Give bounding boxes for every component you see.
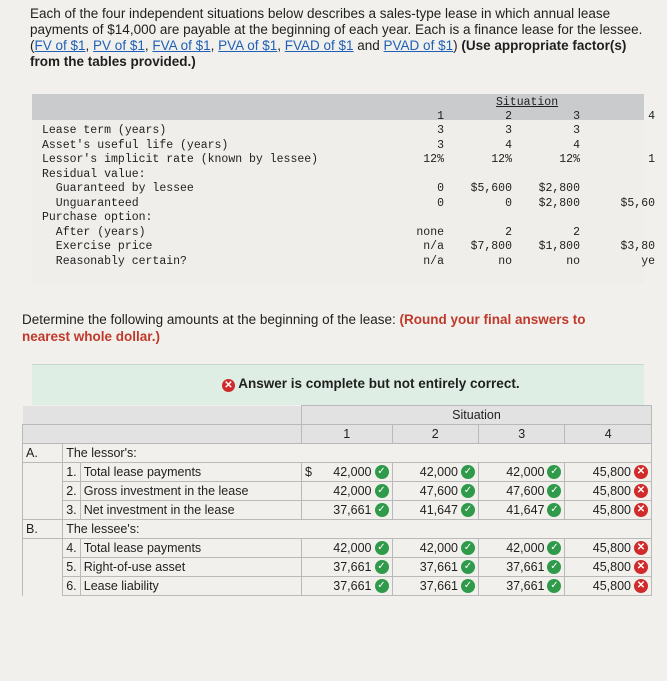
prompt-rounding-note: (Round your final answers to nearest whole dollar.): [22, 312, 586, 344]
indent-cell: [23, 482, 63, 501]
situation-cell: 2: [573, 225, 580, 239]
column-1: 1: [302, 425, 393, 444]
answer-input[interactable]: 42,000: [506, 540, 545, 555]
link-pva[interactable]: PVA of $1: [218, 38, 278, 53]
prompt-text: Determine the following amounts at the beginning of the lease:: [22, 312, 396, 327]
answer-input[interactable]: 37,661: [506, 578, 545, 593]
row-label: Net investment in the lease: [80, 501, 301, 520]
link-fv[interactable]: FV of $1: [34, 38, 86, 53]
situation-header: Situation: [496, 96, 559, 109]
answer-cell: [302, 539, 393, 558]
row-number: 1.: [63, 463, 81, 482]
situation-cell: $1,800: [538, 240, 580, 253]
correct-check-icon: ✓: [547, 560, 561, 574]
row-number: 2.: [63, 482, 81, 501]
answer-input[interactable]: 42,000: [333, 483, 372, 498]
situation-cell: 12%: [423, 153, 444, 166]
correct-check-icon: ✓: [375, 560, 389, 574]
answer-cell: [302, 501, 393, 520]
situation-row-label: After (years): [42, 225, 146, 239]
answer-cell: [565, 463, 652, 482]
situation-cell: $2,800: [538, 182, 580, 195]
answer-cell: [478, 501, 564, 520]
correct-check-icon: ✓: [461, 465, 475, 479]
correct-check-icon: ✓: [547, 541, 561, 555]
answer-input[interactable]: 42,000: [506, 464, 545, 479]
answer-cell: [565, 539, 652, 558]
section-title: The lessor's:: [63, 444, 652, 463]
answer-row: [23, 577, 652, 596]
correct-check-icon: ✓: [547, 484, 561, 498]
situation-cell: 12%: [491, 153, 512, 166]
column-2: 2: [392, 425, 478, 444]
answer-cell: [392, 577, 478, 596]
situation-row-label: Reasonably certain?: [42, 254, 187, 268]
question-prompt: [22, 311, 622, 345]
situation-cell: $7,800: [470, 240, 512, 253]
situation-row-label: Guaranteed by lessee: [42, 182, 194, 195]
column-4: 4: [565, 425, 652, 444]
correct-check-icon: ✓: [375, 503, 389, 517]
correct-check-icon: ✓: [461, 579, 475, 593]
situation-cell: $5,60: [620, 196, 655, 210]
indent-cell: [23, 463, 63, 482]
answer-cell: [478, 558, 564, 577]
answer-input[interactable]: 37,661: [506, 559, 545, 574]
answer-header-columns: [23, 425, 652, 444]
situation-row-label: Exercise price: [42, 240, 153, 253]
link-fvad[interactable]: FVAD of $1: [284, 38, 354, 53]
correct-check-icon: ✓: [461, 484, 475, 498]
situation-cell: 3: [437, 124, 444, 137]
situation-cell: 0: [437, 182, 444, 195]
situation-cell: 2: [505, 225, 512, 239]
situation-col-3: 3: [573, 110, 580, 123]
indent-cell: [23, 539, 63, 558]
answer-cell: [565, 577, 652, 596]
intro-instruction: (Use appropriate factor(s) from the tables provided.): [30, 38, 627, 69]
incorrect-x-icon: ✕: [634, 579, 648, 593]
row-label: Gross investment in the lease: [80, 482, 301, 501]
answer-input[interactable]: 37,661: [333, 502, 372, 517]
indent-cell: [23, 501, 63, 520]
situation-cell: 3: [505, 124, 512, 137]
row-number: 6.: [63, 577, 81, 596]
correct-check-icon: ✓: [375, 541, 389, 555]
problem-intro: Each of the four independent situations below describes a sales-type lease in which annual lease payments of $14,000 are payable at the beginning of each year. Each is a finance lease for the lessee. (FV of $1, PV of $1, FVA of $1, PVA of $1, FVAD of $1 and PVAD of $1) (Use appropriate factor(s) from the tables provided.): [30, 6, 643, 69]
section-letter: B.: [23, 520, 63, 539]
incorrect-x-icon: ✕: [634, 465, 648, 479]
situation-cell: 3: [573, 124, 580, 137]
correct-check-icon: ✓: [375, 579, 389, 593]
answer-input[interactable]: 42,000: [333, 540, 372, 555]
incorrect-x-icon: ✕: [634, 560, 648, 574]
answer-input[interactable]: 47,600: [506, 483, 545, 498]
section-row: [23, 444, 652, 463]
situation-cell: 4: [505, 138, 512, 152]
section-title: The lessee's:: [63, 520, 652, 539]
answer-input[interactable]: 42,000: [333, 464, 372, 479]
answer-cell: [392, 501, 478, 520]
answer-cell: [565, 501, 652, 520]
situation-cell: $5,600: [470, 182, 512, 195]
answer-row: [23, 482, 652, 501]
correct-check-icon: ✓: [461, 503, 475, 517]
answer-input[interactable]: 45,800: [592, 502, 631, 517]
situation-cell: 12%: [559, 153, 580, 166]
incorrect-icon: ✕: [222, 379, 235, 392]
answer-cell: [392, 539, 478, 558]
situation-cell: n/a: [423, 254, 444, 268]
result-banner-text: [222, 376, 520, 392]
situation-cell: $3,80: [620, 240, 655, 253]
situation-cell: 0: [505, 196, 512, 210]
correct-check-icon: ✓: [547, 503, 561, 517]
answer-cell: [302, 463, 393, 482]
answer-cell: [478, 577, 564, 596]
situation-cell: 4: [573, 138, 580, 152]
situation-cell: ye: [641, 254, 655, 268]
answer-cell: [392, 482, 478, 501]
answer-input[interactable]: 37,661: [419, 559, 458, 574]
answer-input[interactable]: 45,800: [592, 483, 631, 498]
currency-symbol: $: [305, 464, 312, 479]
incorrect-x-icon: ✕: [634, 503, 648, 517]
answer-row: [23, 558, 652, 577]
answer-cell: [302, 482, 393, 501]
row-label: Total lease payments: [80, 539, 301, 558]
answer-input[interactable]: 37,661: [419, 578, 458, 593]
answer-input[interactable]: 45,800: [592, 540, 631, 555]
answer-input[interactable]: 45,800: [592, 559, 631, 574]
answer-input[interactable]: 45,800: [592, 578, 631, 593]
link-fva[interactable]: FVA of $1: [152, 38, 211, 53]
correct-check-icon: ✓: [461, 560, 475, 574]
situation-col-4: 4: [648, 110, 655, 123]
answer-cell: [478, 482, 564, 501]
answer-header-situation: [23, 406, 652, 425]
indent-cell: [23, 558, 63, 577]
link-pvad[interactable]: PVAD of $1: [383, 38, 454, 53]
row-number: 4.: [63, 539, 81, 558]
intro-text: Each of the four independent situations below describes a sales-type lease in which annual lease payments of $14,000 are payable at the beginning of each year. Each is a finance lease for the lessee. (: [30, 6, 643, 53]
column-3: 3: [478, 425, 564, 444]
answer-input[interactable]: 41,647: [419, 502, 458, 517]
situation-cell: no: [498, 254, 512, 268]
situation-row-label: Asset's useful life (years): [42, 138, 229, 152]
answer-cell: [478, 539, 564, 558]
section-row: [23, 520, 652, 539]
situation-cell: none: [416, 225, 444, 239]
answer-input[interactable]: 45,800: [592, 464, 631, 479]
answer-cell: [478, 463, 564, 482]
incorrect-x-icon: ✕: [634, 484, 648, 498]
answer-input[interactable]: 37,661: [333, 559, 372, 574]
situation-cell: n/a: [423, 240, 444, 253]
answer-input[interactable]: 37,661: [333, 578, 372, 593]
situation-row-label: Lessor's implicit rate (known by lessee): [42, 153, 319, 166]
answer-cell: [392, 558, 478, 577]
answer-input[interactable]: 42,000: [419, 464, 458, 479]
answer-input[interactable]: 42,000: [419, 540, 458, 555]
situation-col-2: 2: [505, 110, 512, 123]
row-label: Lease liability: [80, 577, 301, 596]
correct-check-icon: ✓: [375, 484, 389, 498]
situation-cell: $2,800: [538, 196, 580, 210]
correct-check-icon: ✓: [461, 541, 475, 555]
answer-row: [23, 539, 652, 558]
incorrect-x-icon: ✕: [634, 541, 648, 555]
answer-row: [23, 463, 652, 482]
answer-table: [22, 405, 652, 596]
row-label: Right-of-use asset: [80, 558, 301, 577]
row-label: Total lease payments: [80, 463, 301, 482]
situation-row-label: Lease term (years): [42, 124, 167, 137]
answer-input[interactable]: 47,600: [419, 483, 458, 498]
situation-row-label: Unguaranteed: [42, 196, 139, 210]
answer-cell: [565, 482, 652, 501]
row-number: 5.: [63, 558, 81, 577]
indent-cell: [23, 577, 63, 596]
correct-check-icon: ✓: [375, 465, 389, 479]
situation-cell: no: [566, 254, 580, 268]
answer-cell: [392, 463, 478, 482]
section-letter: A.: [23, 444, 63, 463]
answer-cell: [302, 577, 393, 596]
situation-header: Situation: [302, 406, 652, 425]
answer-cell: [565, 558, 652, 577]
situation-cell: 3: [437, 138, 444, 152]
situation-cell: 1: [648, 153, 655, 166]
correct-check-icon: ✓: [547, 579, 561, 593]
link-pv[interactable]: PV of $1: [93, 38, 145, 53]
situation-cell: 0: [437, 196, 444, 210]
answer-input[interactable]: 41,647: [506, 502, 545, 517]
row-number: 3.: [63, 501, 81, 520]
situation-col-1: 1: [437, 110, 444, 123]
answer-row: [23, 501, 652, 520]
situation-row-label: Purchase option:: [42, 211, 153, 224]
answer-cell: [302, 558, 393, 577]
correct-check-icon: ✓: [547, 465, 561, 479]
banner-message: Answer is complete but not entirely correct.: [238, 376, 520, 391]
situation-row-label: Residual value:: [42, 167, 146, 181]
